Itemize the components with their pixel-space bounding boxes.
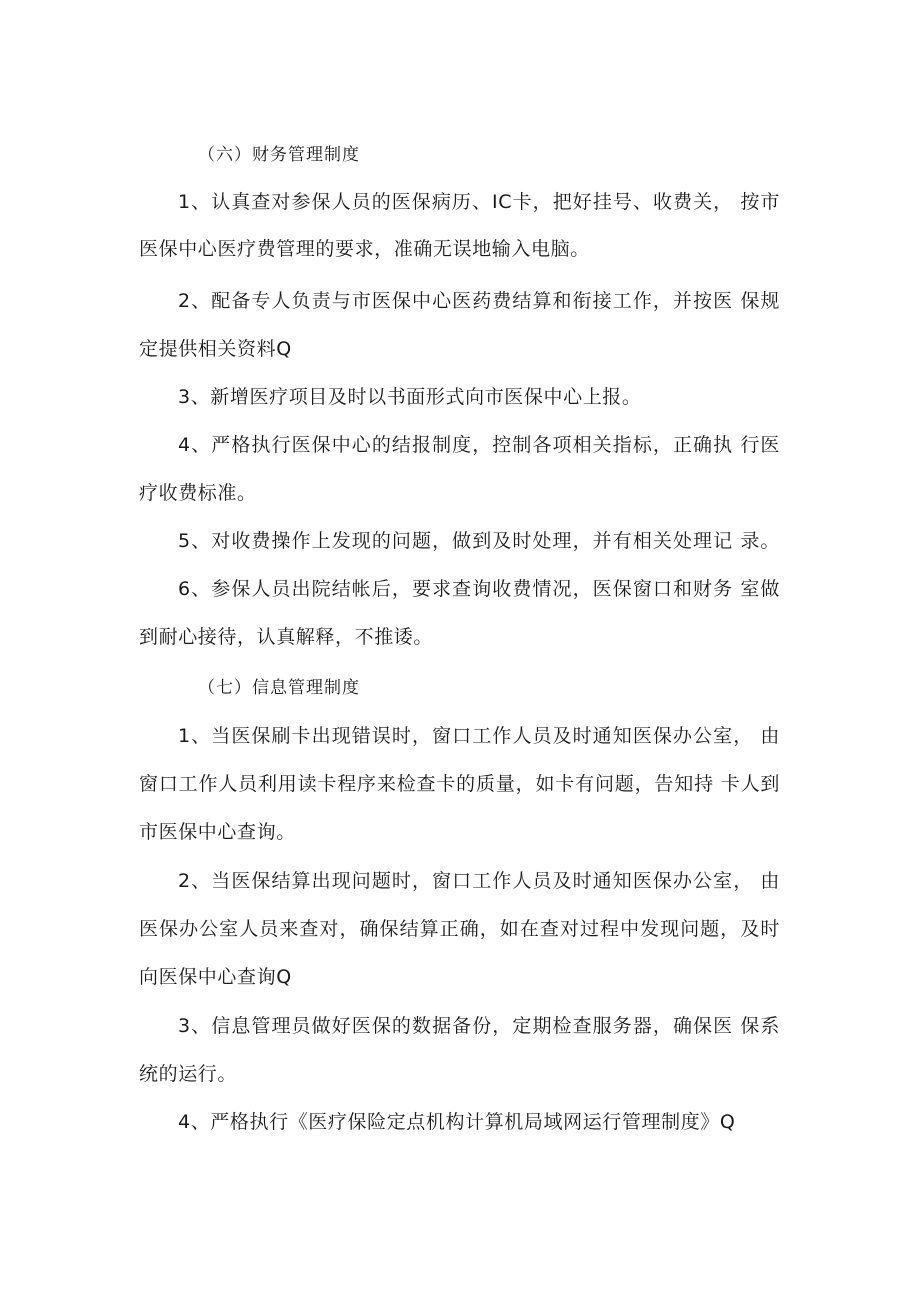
section-heading-finance: （六）财务管理制度 xyxy=(198,145,360,165)
paragraph-line: 2、配备专人负责与市医保中心医药费结算和衔接工作，并按医 保规 xyxy=(178,290,780,312)
paragraph-line: 2、当医保结算出现问题时，窗口工作人员及时通知医保办公室， 由 xyxy=(178,870,780,892)
paragraph-line: 5、对收费操作上发现的问题，做到及时处理，并有相关处理记 录。 xyxy=(178,530,780,552)
paragraph-line: 4、严格执行《医疗保险定点机构计算机局域网运行管理制度》Q xyxy=(178,1111,736,1133)
paragraph-line: 统的运行。 xyxy=(139,1063,238,1085)
paragraph-line: 医保办公室人员来查对，确保结算正确，如在查对过程中发现问题，及时 xyxy=(139,918,780,940)
paragraph-line: 向医保中心查询Q xyxy=(139,966,292,988)
section-heading-information: （七）信息管理制度 xyxy=(198,678,360,698)
paragraph-line: 3、新增医疗项目及时以书面形式向市医保中心上报。 xyxy=(178,386,642,408)
paragraph-line: 6、参保人员出院结帐后，要求查询收费情况，医保窗口和财务 室做 xyxy=(178,578,780,600)
paragraph-line: 1、认真查对参保人员的医保病历、IC卡，把好挂号、收费关， 按市 xyxy=(178,191,780,213)
paragraph-line: 市医保中心查询。 xyxy=(139,821,296,843)
paragraph-line: 医保中心医疗费管理的要求，准确无误地输入电脑。 xyxy=(139,238,590,260)
paragraph-line: 3、信息管理员做好医保的数据备份，定期检查服务器，确保医 保系 xyxy=(178,1015,780,1037)
paragraph-line: 到耐心接待，认真解释，不推诿。 xyxy=(139,626,434,648)
paragraph-line: 1、当医保刷卡出现错误时，窗口工作人员及时通知医保办公室， 由 xyxy=(178,725,780,747)
paragraph-line: 定提供相关资料Q xyxy=(139,338,292,360)
paragraph-line: 疗收费标准。 xyxy=(139,482,257,504)
paragraph-line: 4、严格执行医保中心的结报制度，控制各项相关指标，正确执 行医 xyxy=(178,434,780,456)
paragraph-line: 窗口工作人员利用读卡程序来检查卡的质量，如卡有问题，告知持 卡人到 xyxy=(139,773,780,795)
